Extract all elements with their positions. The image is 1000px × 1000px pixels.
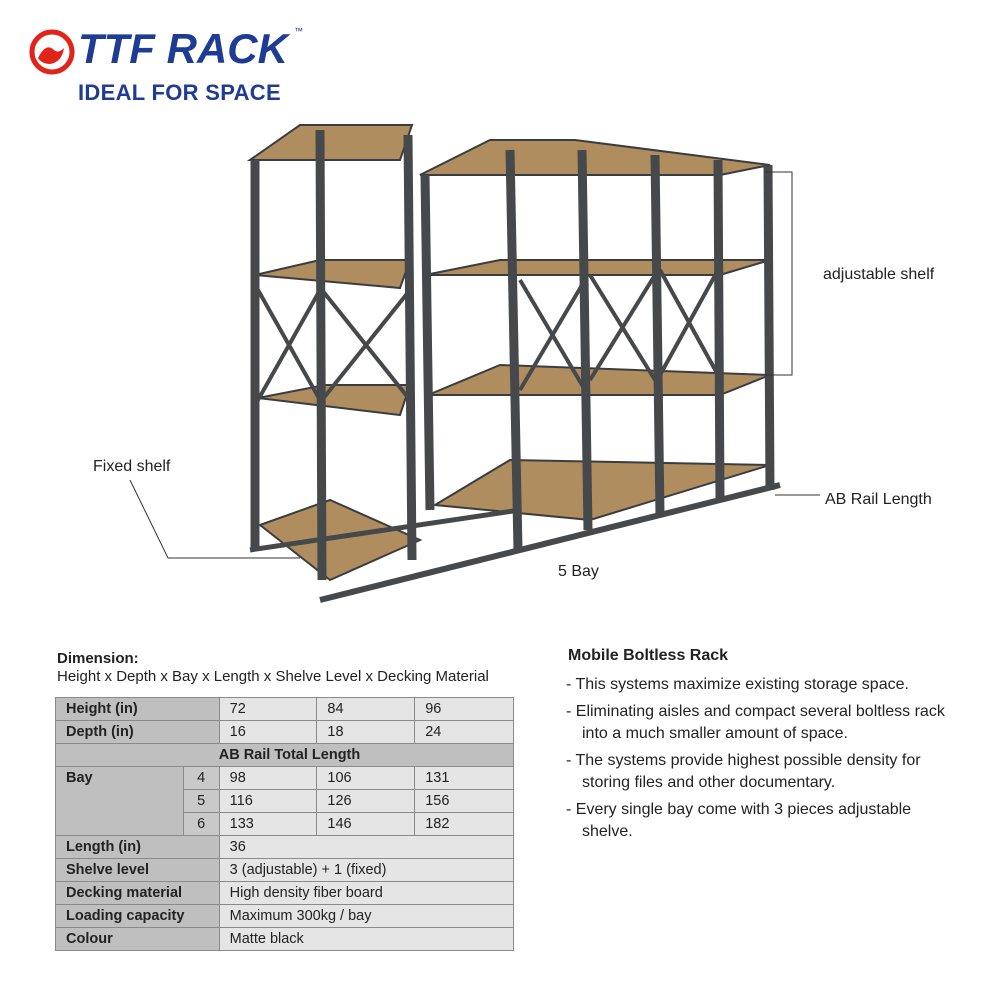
row-label: Loading capacity: [56, 905, 220, 928]
row-label: Length (in): [56, 836, 220, 859]
table-row: [56, 905, 514, 928]
table-row: [56, 744, 514, 767]
row-label: Shelve level: [56, 859, 220, 882]
cell: 126: [317, 790, 415, 813]
row-label: Decking material: [56, 882, 220, 905]
cell: 36: [219, 836, 513, 859]
bay-number: 5: [183, 790, 219, 813]
cell: Maximum 300kg / bay: [219, 905, 513, 928]
row-label: Depth (in): [56, 721, 220, 744]
cell: High density fiber board: [219, 882, 513, 905]
list-item: - Eliminating aisles and compact several boltless rack into a much smaller amount of space.: [566, 703, 945, 742]
brand-logo: [78, 24, 303, 74]
cell: Matte black: [219, 928, 513, 951]
rail-header: AB Rail Total Length: [56, 744, 514, 767]
table-row: [56, 882, 514, 905]
product-title: Mobile Boltless Rack: [568, 647, 729, 664]
wave-logo-icon: [28, 28, 76, 76]
list-item: - Every single bay come with 3 pieces adjustable shelve.: [566, 801, 912, 840]
brand-tagline: IDEAL FOR SPACE: [78, 80, 281, 105]
cell: 72: [219, 698, 317, 721]
bay-number: 4: [183, 767, 219, 790]
cell: 131: [415, 767, 514, 790]
row-label: Colour: [56, 928, 220, 951]
callout-adjustable-shelf: adjustable shelf: [823, 266, 935, 283]
trademark: ™: [293, 26, 303, 36]
row-label: Bay: [56, 767, 184, 836]
table-row: [56, 721, 514, 744]
cell: 3 (adjustable) + 1 (fixed): [219, 859, 513, 882]
list-item: - This systems maximize existing storage space.: [566, 676, 909, 693]
cell: 156: [415, 790, 514, 813]
cell: 146: [317, 813, 415, 836]
dimension-heading: Dimension:: [57, 650, 139, 667]
cell: 133: [219, 813, 317, 836]
table-row: [56, 767, 514, 790]
table-row: [56, 928, 514, 951]
bay-number: 6: [183, 813, 219, 836]
table-row: [56, 698, 514, 721]
cell: 24: [415, 721, 514, 744]
cell: 96: [415, 698, 514, 721]
cell: 98: [219, 767, 317, 790]
mobile-rack-image: [0, 110, 1000, 630]
table-row: [56, 859, 514, 882]
callout-fixed-shelf: Fixed shelf: [93, 458, 171, 475]
table-row: [56, 836, 514, 859]
cell: 18: [317, 721, 415, 744]
cell: 84: [317, 698, 415, 721]
brand-name: TTF RACK: [78, 25, 288, 72]
callout-bay-count: 5 Bay: [558, 563, 599, 580]
cell: 182: [415, 813, 514, 836]
feature-list: [566, 674, 966, 848]
cell: 16: [219, 721, 317, 744]
row-label: Height (in): [56, 698, 220, 721]
callout-rail-length: AB Rail Length: [825, 491, 932, 508]
list-item: - The systems provide highest possible density for storing files and other documentary.: [566, 752, 921, 791]
cell: 116: [219, 790, 317, 813]
spec-table: [55, 697, 514, 951]
cell: 106: [317, 767, 415, 790]
dimension-subtitle: Height x Depth x Bay x Length x Shelve Level x Decking Material: [57, 668, 489, 685]
